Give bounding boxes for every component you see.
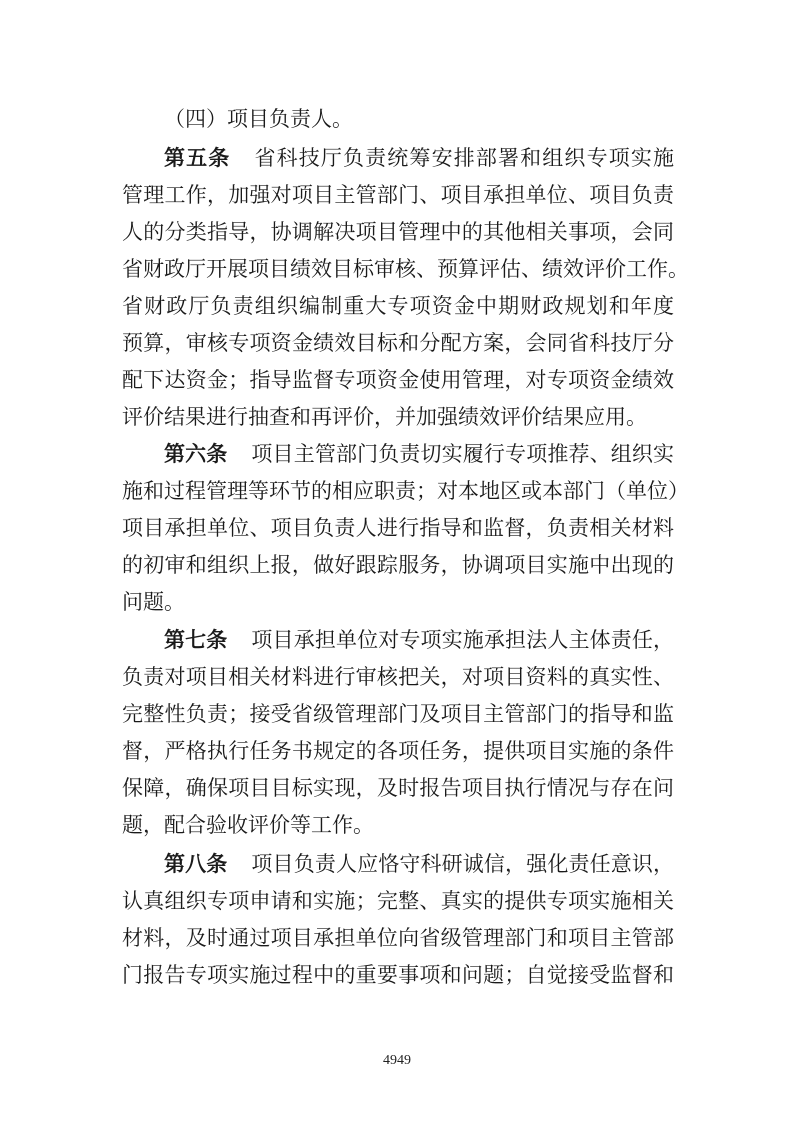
line-text: 评价结果进行抽查和再评价，并加强绩效评价结果应用。 [122,405,647,429]
article-label: 第六条 [164,442,228,466]
paragraph-line [122,251,689,288]
paragraph-line [122,214,674,251]
paragraph-line [122,547,674,584]
line-text: 认真组织专项申请和实施；完整、真实的提供专项实施相关 [122,889,674,913]
line-text: （四）项目负责人。 [164,107,353,131]
article-label: 第五条 [164,146,231,170]
line-text: 督，严格执行任务书规定的各项任务，提供项目实施的条件 [122,739,674,763]
paragraph-line [122,883,674,920]
line-text: 人的分类指导，协调解决项目管理中的其他相关事项，会同 [122,220,674,244]
article-heading-line [164,140,674,177]
line-text: 材料，及时通过项目承担单位向省级管理部门和项目主管部 [122,926,674,950]
line-text: 完整性负责；接受省级管理部门及项目主管部门的指导和监 [122,702,674,726]
paragraph-line [122,807,674,844]
page-number: 4949 [383,1053,411,1068]
line-text: 项目负责人应恪守科研诚信，强化责任意识， [251,852,675,876]
paragraph-line [122,770,674,807]
paragraph-line [122,733,674,770]
paragraph-line [122,399,674,436]
line-text: 项目主管部门负责切实履行专项推荐、组织实 [251,442,675,466]
article-heading-line [164,846,674,883]
line-text: 省科技厅负责统筹安排部署和组织专项实施 [254,146,675,170]
paragraph-line [122,957,674,994]
paragraph-line [164,101,674,138]
paragraph-line [122,510,674,547]
paragraph-line [122,659,674,696]
line-text: 负责对项目相关材料进行审核把关，对项目资料的真实性、 [122,665,674,689]
article-label: 第七条 [164,628,228,652]
paragraph-line [122,584,674,621]
line-text: 题，配合验收评价等工作。 [122,813,374,837]
article-heading-line [164,436,674,473]
line-text: 问题。 [122,590,185,614]
paragraph-line [122,177,674,214]
paragraph-line [122,325,674,362]
line-text: 项目承担单位对专项实施承担法人主体责任， [251,628,675,652]
line-text: 施和过程管理等环节的相应职责；对本地区或本部门（单位） [122,479,689,503]
paragraph-line [122,362,674,399]
paragraph-line [122,920,674,957]
article-heading-line [164,622,674,659]
line-text: 管理工作，加强对项目主管部门、项目承担单位、项目负责 [122,183,674,207]
paragraph-line [122,696,674,733]
paragraph-line [122,473,689,510]
line-text: 预算，审核专项资金绩效目标和分配方案，会同省科技厅分 [122,331,674,355]
line-text: 门报告专项实施过程中的重要事项和问题；自觉接受监督和 [122,963,674,987]
article-label: 第八条 [164,852,228,876]
line-text: 配下达资金；指导监督专项资金使用管理，对专项资金绩效 [122,368,674,392]
line-text: 的初审和组织上报，做好跟踪服务，协调项目实施中出现的 [122,553,674,577]
line-text: 省财政厅开展项目绩效目标审核、预算评估、绩效评价工作。 [122,257,689,281]
line-text: 省财政厅负责组织编制重大专项资金中期财政规划和年度 [122,294,674,318]
line-text: 项目承担单位、项目负责人进行指导和监督，负责相关材料 [122,516,674,540]
paragraph-line [122,288,674,325]
line-text: 保障，确保项目目标实现，及时报告项目执行情况与存在问 [122,776,674,800]
